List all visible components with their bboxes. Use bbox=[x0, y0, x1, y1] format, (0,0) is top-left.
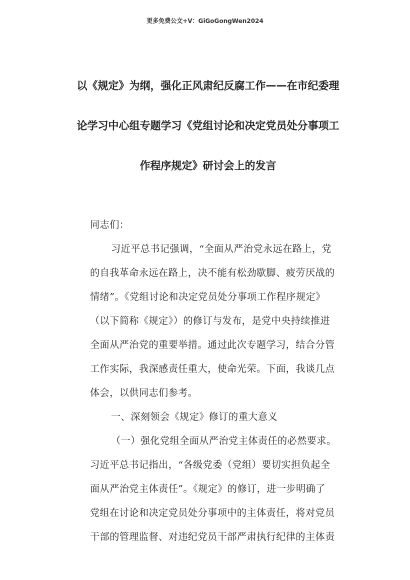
salutation: 同志们： bbox=[90, 220, 130, 231]
section-heading: 一、深刻领会《规定》修订的重大意义 bbox=[111, 412, 278, 423]
title-line-1: 以《规定》为纲，强化正风肃纪反腐工作——在市纪委理 bbox=[76, 80, 340, 92]
paragraph-line: （以下简称《规定》）的修订与发布，是党中央持续推进 bbox=[90, 316, 331, 327]
title-line-2: 论学习中心组专题学习《党组讨论和决定党员处分事项工 bbox=[76, 120, 340, 132]
title-line-3: 作程序规定》研讨会上的发言 bbox=[139, 160, 277, 172]
paragraph-line: 体会，以供同志们参考。 bbox=[90, 388, 198, 399]
paragraph-line: 党组在讨论和决定党员处分事项中的主体责任，将对党员 bbox=[90, 508, 335, 519]
paragraph-line: 的自我革命永远在路上，决不能有松劲歇脚、疲劳厌战的 bbox=[90, 268, 335, 279]
paragraph-line: 习近平总书记强调，“全面从严治党永远在路上，党 bbox=[111, 244, 332, 255]
paragraph-line: 工作实际，我深感责任重大，使命光荣。下面，我谈几点 bbox=[90, 364, 335, 375]
paragraph-line: 情绪”。《党组讨论和决定党员处分事项工作程序规定》 bbox=[90, 292, 326, 303]
paragraph-line: 干部的管理监督、对违纪党员干部严肃执行纪律的主体责 bbox=[90, 532, 335, 543]
header-note: 更多免费公文+V：GiGoGongWen2024 bbox=[146, 18, 264, 25]
paragraph-line: 习近平总书记指出，“各级党委（党组）要切实担负起全 bbox=[90, 460, 331, 471]
paragraph-line: 面从严治党主体责任”。《规定》的修订，进一步明确了 bbox=[90, 484, 326, 495]
subsection-heading: （一）强化党组全面从严治党主体责任的必然要求。 bbox=[111, 436, 337, 447]
paragraph-line: 全面从严治党的重要举措。通过此次专题学习，结合分管 bbox=[90, 340, 335, 351]
